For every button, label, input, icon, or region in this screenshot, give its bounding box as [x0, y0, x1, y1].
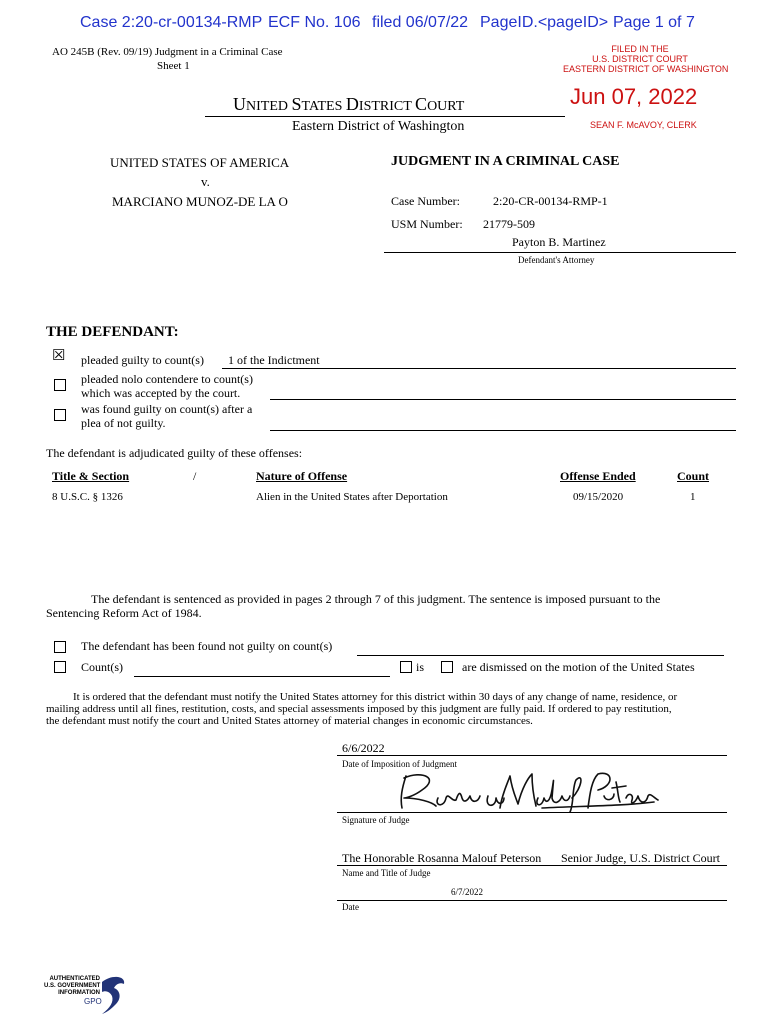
usm-number: 21779-509 [483, 217, 535, 231]
plea-nolo-line1: pleaded nolo contendere to count(s) [81, 372, 253, 386]
court-name: UNITED STATES DISTRICT COURT [233, 94, 465, 114]
filed-in-line2: U.S. DISTRICT COURT [592, 54, 688, 64]
found-guilty-line1: was found guilty on count(s) after a [81, 402, 253, 416]
col-count: Count [677, 469, 710, 483]
plea-nolo-checkbox[interactable] [54, 379, 66, 391]
not-guilty-checkbox[interactable] [54, 641, 66, 653]
sentence-line2: Sentencing Reform Act of 1984. [46, 606, 202, 620]
attorney-name: Payton B. Martinez [512, 235, 606, 249]
judgment-date: 6/7/2022 [451, 887, 484, 897]
imposition-date: 6/6/2022 [342, 741, 385, 755]
row-offense-ended: 09/15/2020 [573, 491, 624, 503]
order-line1: It is ordered that the defendant must notify the United States attorney for this district within 30 days of any change of name, residence, or [73, 691, 678, 703]
plea-guilty-checkbox[interactable]: ☒ [52, 348, 66, 364]
not-guilty-label: The defendant has been found not guilty on count(s) [81, 639, 333, 653]
found-guilty-checkbox[interactable] [54, 409, 66, 421]
form-sheet: Sheet 1 [157, 60, 190, 72]
is-checkbox[interactable] [400, 661, 412, 673]
date-label: Date [342, 902, 359, 912]
judge-title: Senior Judge, U.S. District Court [561, 851, 720, 865]
gpo-authenticated-logo: AUTHENTICATED U.S. GOVERNMENT INFORMATION [44, 976, 101, 996]
counts-label: Count(s) [81, 660, 123, 674]
judge-name: The Honorable Rosanna Malouf Peterson [342, 851, 542, 865]
eagle-icon [98, 974, 128, 1016]
found-guilty-line2: plea of not guilty. [81, 416, 166, 430]
offenses-intro: The defendant is adjudicated guilty of these offenses: [46, 446, 303, 460]
stamp-page: Page 1 of 7 [613, 14, 695, 31]
row-nature: Alien in the United States after Deportation [256, 491, 448, 503]
are-checkbox[interactable] [441, 661, 453, 673]
filed-date: Jun 07, 2022 [570, 84, 698, 109]
order-line2: mailing address until all fines, restitution, costs, and special assessments imposed by this judgment are fully paid. If ordered to pay restitution, [46, 703, 672, 715]
usm-label: USM Number: [391, 217, 463, 231]
col-slash: / [193, 469, 197, 483]
form-id: AO 245B (Rev. 09/19) Judgment in a Criminal Case [52, 46, 283, 58]
col-title-section: Title & Section [52, 469, 130, 483]
filed-in-line3: EASTERN DISTRICT OF WASHINGTON [563, 64, 729, 74]
row-title-section: 8 U.S.C. § 1326 [52, 491, 123, 503]
is-label: is [416, 660, 425, 674]
name-title-label: Name and Title of Judge [342, 868, 431, 878]
stamp-filed: filed 06/07/22 [372, 14, 469, 31]
sentence-line1: The defendant is sentenced as provided in pages 2 through 7 of this judgment. The sentence is imposed pursuant to the [91, 592, 661, 606]
plea-guilty-counts: 1 of the Indictment [228, 353, 320, 367]
stamp-ecf: ECF No. 106 [268, 14, 361, 31]
clerk-name: SEAN F. McAVOY, CLERK [590, 120, 697, 130]
defendant-name: MARCIANO MUNOZ-DE LA O [112, 194, 288, 209]
judge-signature [392, 768, 662, 814]
plaintiff: UNITED STATES OF AMERICA [110, 155, 290, 170]
attorney-label: Defendant's Attorney [518, 255, 595, 265]
order-line3: the defendant must notify the court and United States attorney of material changes in economic circumstances. [46, 715, 533, 727]
counts-checkbox[interactable] [54, 661, 66, 673]
case-number: 2:20-CR-00134-RMP-1 [493, 194, 608, 208]
court-district: Eastern District of Washington [292, 119, 465, 134]
signature-label: Signature of Judge [342, 815, 410, 825]
versus: v. [201, 174, 210, 189]
stamp-pageid: PageID.<pageID> [480, 14, 609, 31]
document-title: JUDGMENT IN A CRIMINAL CASE [391, 154, 620, 169]
col-offense-ended: Offense Ended [560, 469, 636, 483]
filed-in-line1: FILED IN THE [611, 44, 669, 54]
plea-guilty-label: pleaded guilty to count(s) [81, 353, 204, 367]
col-nature: Nature of Offense [256, 469, 348, 483]
gpo-mark: GPO [84, 997, 102, 1006]
plea-nolo-line2: which was accepted by the court. [81, 386, 241, 400]
case-number-label: Case Number: [391, 194, 460, 208]
imposition-label: Date of Imposition of Judgment [342, 759, 457, 769]
stamp-case: Case 2:20-cr-00134-RMP [80, 14, 263, 31]
defendant-heading: THE DEFENDANT: [46, 324, 179, 340]
row-count: 1 [690, 491, 696, 503]
are-label: are dismissed on the motion of the United States [462, 660, 695, 674]
